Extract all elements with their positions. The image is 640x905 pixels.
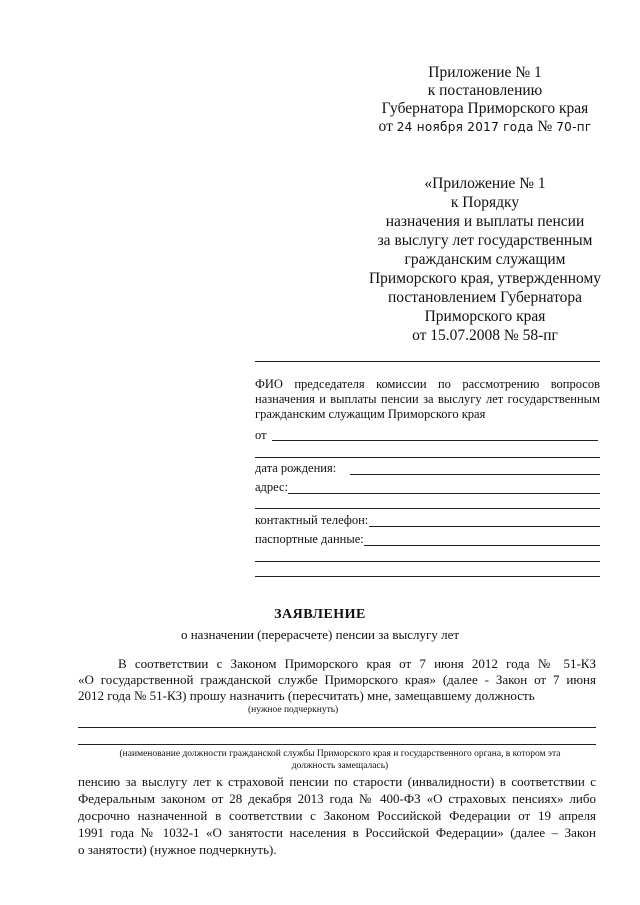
underline-note: (нужное подчеркнуть) xyxy=(248,705,339,715)
body-paragraph-line: 1991 года № 1032-1 «О занятости населения в Российской Федерации» (далее – Закон xyxy=(78,825,596,840)
chair-caption-line: гражданским служащим Приморского края xyxy=(255,407,486,421)
position-field-line[interactable] xyxy=(78,727,596,728)
order-appendix-line: Приморского края, утвержденному xyxy=(368,270,601,287)
passport-label: паспортные данные: xyxy=(255,532,364,546)
chair-caption-line: ФИО председателя комиссии по рассмотрению вопросов xyxy=(255,377,600,391)
order-appendix-line: к Порядку xyxy=(450,194,520,211)
address-field-line-2[interactable] xyxy=(255,508,600,509)
position-caption-line: (наименование должности гражданской службы Приморского края и государственного органа, в котором эта xyxy=(119,749,561,759)
order-appendix-line: Приморского края xyxy=(424,308,546,325)
passport-field-line-2[interactable] xyxy=(255,561,600,562)
address-field-line[interactable] xyxy=(288,493,600,494)
addressee-blank-line xyxy=(255,361,600,362)
body-paragraph-line: «О государственной гражданской службе Приморского края» (далее - Закон от 7 июня xyxy=(78,672,596,687)
order-appendix-line: гражданским служащим xyxy=(404,251,566,268)
date-prefix: от xyxy=(378,118,393,135)
handwritten-number: 70-пг xyxy=(556,120,592,134)
phone-label: контактный телефон: xyxy=(255,513,369,527)
body-paragraph-line: досрочно назначенной в соответствии с Законом Российской Федерации от 19 апреля xyxy=(78,808,596,823)
position-caption-line: должность замещалась) xyxy=(291,761,389,771)
number-prefix: № xyxy=(537,118,553,135)
from-field-line[interactable] xyxy=(272,440,598,441)
body-paragraph-line: пенсию за выслугу лет к страховой пенсии по старости (инвалидности) в соответствии с xyxy=(78,774,596,789)
passport-field-line[interactable] xyxy=(364,545,600,546)
address-label: адрес: xyxy=(255,480,289,494)
document-subheading: о назначении (перерасчете) пенсии за выслугу лет xyxy=(180,627,460,642)
body-paragraph-line: Федеральным законом от 28 декабря 2013 года № 400-ФЗ «О страховых пенсиях» либо xyxy=(78,791,596,806)
appendix-ref: к постановлению xyxy=(427,82,543,99)
order-appendix-line: за выслугу лет государственным xyxy=(377,232,593,249)
position-field-line-2[interactable] xyxy=(78,744,596,745)
appendix-date-line xyxy=(330,118,640,136)
body-paragraph-line: В соответствии с Законом Приморского края от 7 июня 2012 года № 51-КЗ xyxy=(118,656,596,671)
birth-date-label: дата рождения: xyxy=(255,461,337,475)
phone-field-line[interactable] xyxy=(369,526,600,527)
body-paragraph-line: 2012 года № 51-КЗ) прошу назначить (пересчитать) мне, замещавшему должность xyxy=(78,688,535,703)
from-label: от xyxy=(255,428,267,442)
appendix-authority: Губернатора Приморского края xyxy=(381,100,589,117)
document-heading: ЗАЯВЛЕНИЕ xyxy=(274,607,366,622)
order-appendix-title: «Приложение № 1 xyxy=(424,175,546,192)
order-appendix-line: постановлением Губернатора xyxy=(387,289,583,306)
appendix-title: Приложение № 1 xyxy=(428,64,542,81)
body-paragraph-line: о занятости) (нужное подчеркнуть). xyxy=(78,842,277,857)
birth-date-field-line[interactable] xyxy=(350,474,600,475)
from-field-line-2[interactable] xyxy=(255,457,600,458)
chair-caption-line: назначения и выплаты пенсии за выслугу лет государственным xyxy=(255,392,600,406)
order-appendix-date: от 15.07.2008 № 58-пг xyxy=(412,327,558,344)
handwritten-date: 24 ноября 2017 года xyxy=(396,120,534,134)
order-appendix-line: назначения и выплаты пенсии xyxy=(385,213,585,230)
passport-field-line-3[interactable] xyxy=(255,576,600,577)
